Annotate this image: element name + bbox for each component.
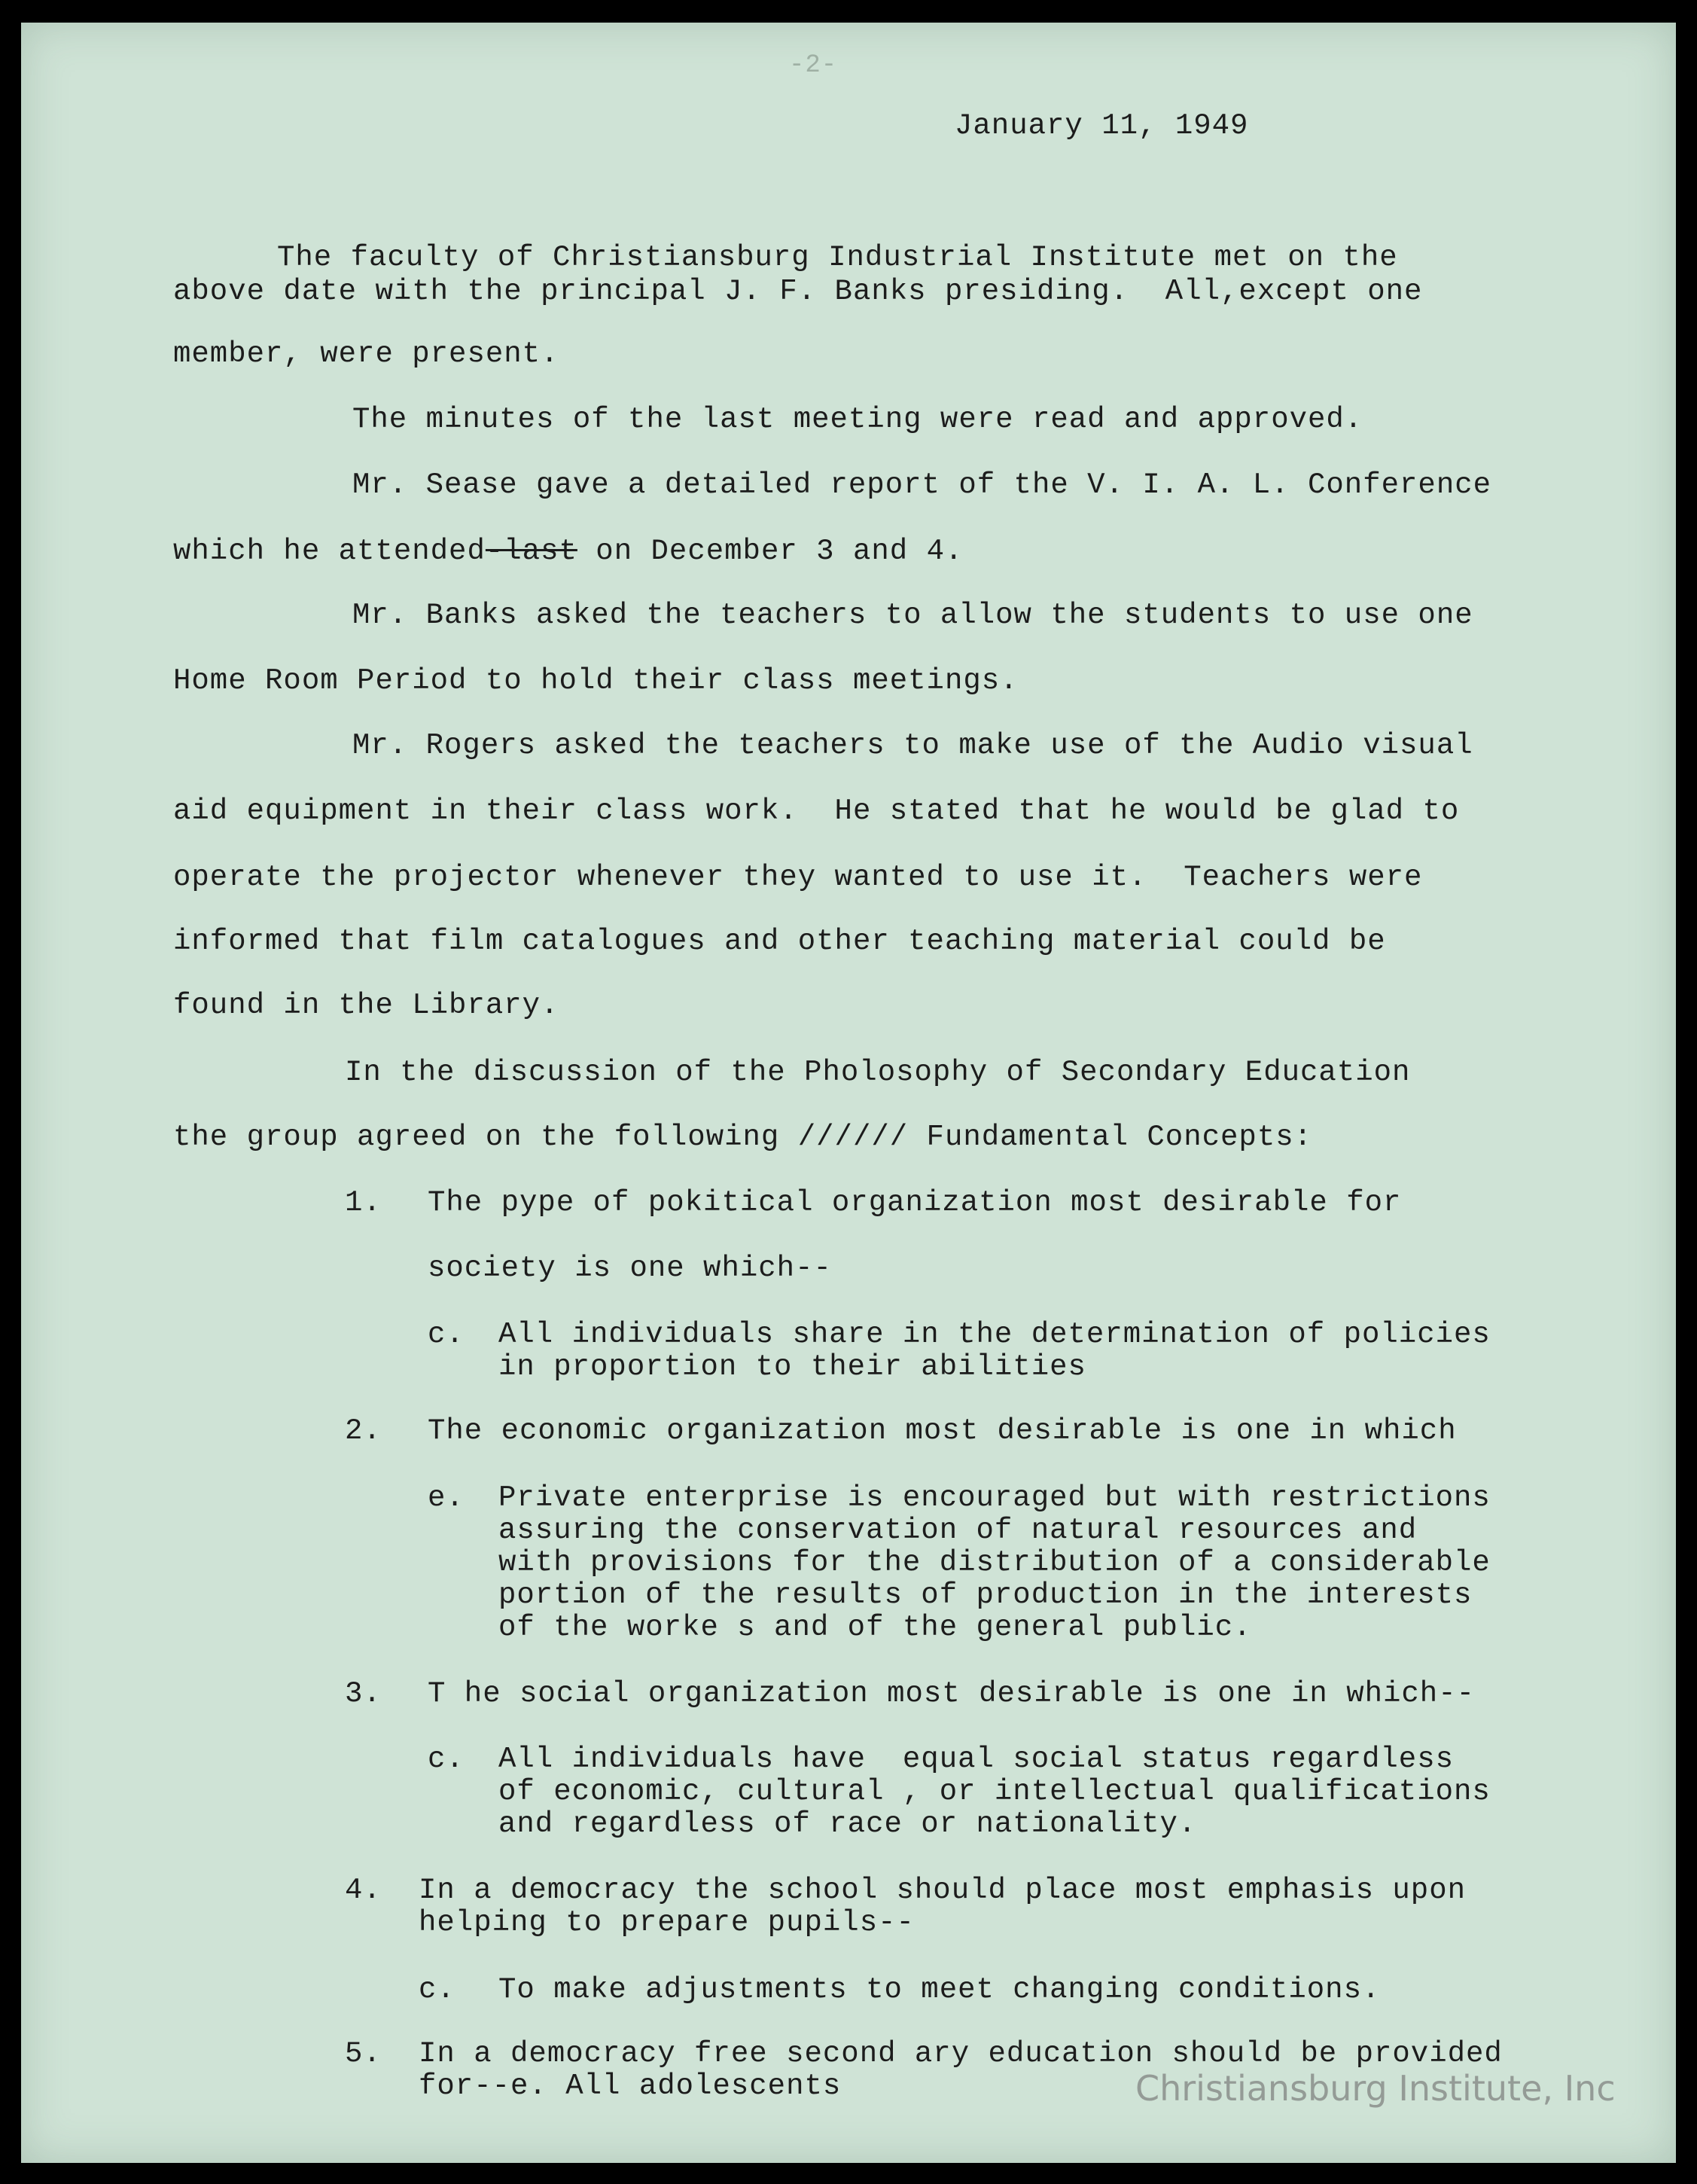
paragraph-5-line-5: found in the Library.	[173, 989, 559, 1022]
paragraph-5-line-3: operate the projector whenever they wanted to use it. Teachers were	[173, 861, 1423, 894]
concept-5-number: 5.	[345, 2037, 382, 2070]
concept-4-number: 4.	[345, 1874, 382, 1907]
concept-4-sub-line-1: To make adjustments to meet changing conditions.	[498, 1973, 1381, 2006]
paragraph-3-line-2-a: which he attended	[173, 535, 486, 568]
concept-5-line-2: for--e. All adolescents	[419, 2070, 842, 2103]
paragraph-1-line-3: member, were present.	[173, 337, 559, 371]
struck-word: -last	[485, 535, 577, 568]
concept-1-sub-line-1: All individuals share in the determination of policies	[498, 1318, 1491, 1351]
concept-4-sub-letter: c.	[419, 1973, 455, 2006]
concept-2-sub-letter: e.	[428, 1481, 465, 1514]
concept-1-line-1: The pype of pokitical organization most desirable for	[428, 1186, 1402, 1219]
concept-2-number: 2.	[345, 1414, 382, 1447]
concept-2-sub-line-3: with provisions for the distribution of a considerable	[498, 1546, 1491, 1579]
paragraph-3-line-1: Mr. Sease gave a detailed report of the V. I. A. L. Conference	[352, 468, 1492, 502]
page-number-mark: -2-	[789, 51, 838, 80]
concept-3-sub-letter: c.	[428, 1743, 465, 1776]
paragraph-1-line-2: above date with the principal J. F. Banks presiding. All,except one	[173, 275, 1423, 308]
concept-1-sub-letter: c.	[428, 1318, 465, 1351]
concept-3-sub-line-2: of economic, cultural , or intellectual qualifications	[498, 1775, 1491, 1808]
concept-1-sub-line-2: in proportion to their abilities	[498, 1350, 1086, 1383]
concept-3-line-1: T he social organization most desirable is one in which--	[428, 1677, 1476, 1710]
paragraph-6-line-2: the group agreed on the following ////// Fundamental Concepts:	[173, 1121, 1313, 1154]
concept-2-sub-line-5: of the worke s and of the general public.	[498, 1611, 1252, 1644]
concept-2-sub-line-2: assuring the conservation of natural resources and	[498, 1514, 1418, 1547]
concept-3-sub-line-3: and regardless of race or nationality.	[498, 1807, 1197, 1841]
paragraph-1-line-1: The faculty of Christiansburg Industrial Institute met on the	[277, 241, 1398, 274]
concept-5-line-1: In a democracy free second ary education should be provided	[419, 2037, 1503, 2070]
paragraph-5-line-4: informed that film catalogues and other teaching material could be	[173, 925, 1386, 958]
paragraph-5-line-2: aid equipment in their class work. He stated that he would be glad to	[173, 795, 1460, 828]
concept-3-number: 3.	[345, 1677, 382, 1710]
concept-1-line-2: society is one which--	[428, 1252, 832, 1285]
document-date: January 11, 1949	[955, 109, 1249, 142]
document-page	[21, 23, 1676, 2163]
concept-4-line-1: In a democracy the school should place most emphasis upon	[419, 1874, 1467, 1907]
paragraph-3-line-2	[173, 535, 963, 568]
concept-2-line-1: The economic organization most desirable is one in which	[428, 1414, 1457, 1447]
concept-2-sub-line-4: portion of the results of production in the interests	[498, 1579, 1473, 1612]
watermark-text: Christiansburg Institute, Inc	[1135, 2068, 1616, 2109]
concept-1-number: 1.	[345, 1186, 382, 1219]
paragraph-4-line-2: Home Room Period to hold their class meetings.	[173, 664, 1019, 697]
concept-4-line-2: helping to prepare pupils--	[419, 1906, 915, 1939]
concept-3-sub-line-1: All individuals have equal social status regardless	[498, 1743, 1454, 1776]
paragraph-6-line-1: In the discussion of the Pholosophy of Secondary Education	[345, 1056, 1411, 1089]
paragraph-3-line-2-b: on December 3 and 4.	[577, 535, 964, 568]
concept-2-sub-line-1: Private enterprise is encouraged but with restrictions	[498, 1481, 1491, 1514]
paragraph-2: The minutes of the last meeting were read and approved.	[352, 403, 1363, 436]
paragraph-4-line-1: Mr. Banks asked the teachers to allow the students to use one	[352, 599, 1473, 632]
paragraph-5-line-1: Mr. Rogers asked the teachers to make use of the Audio visual	[352, 729, 1473, 762]
